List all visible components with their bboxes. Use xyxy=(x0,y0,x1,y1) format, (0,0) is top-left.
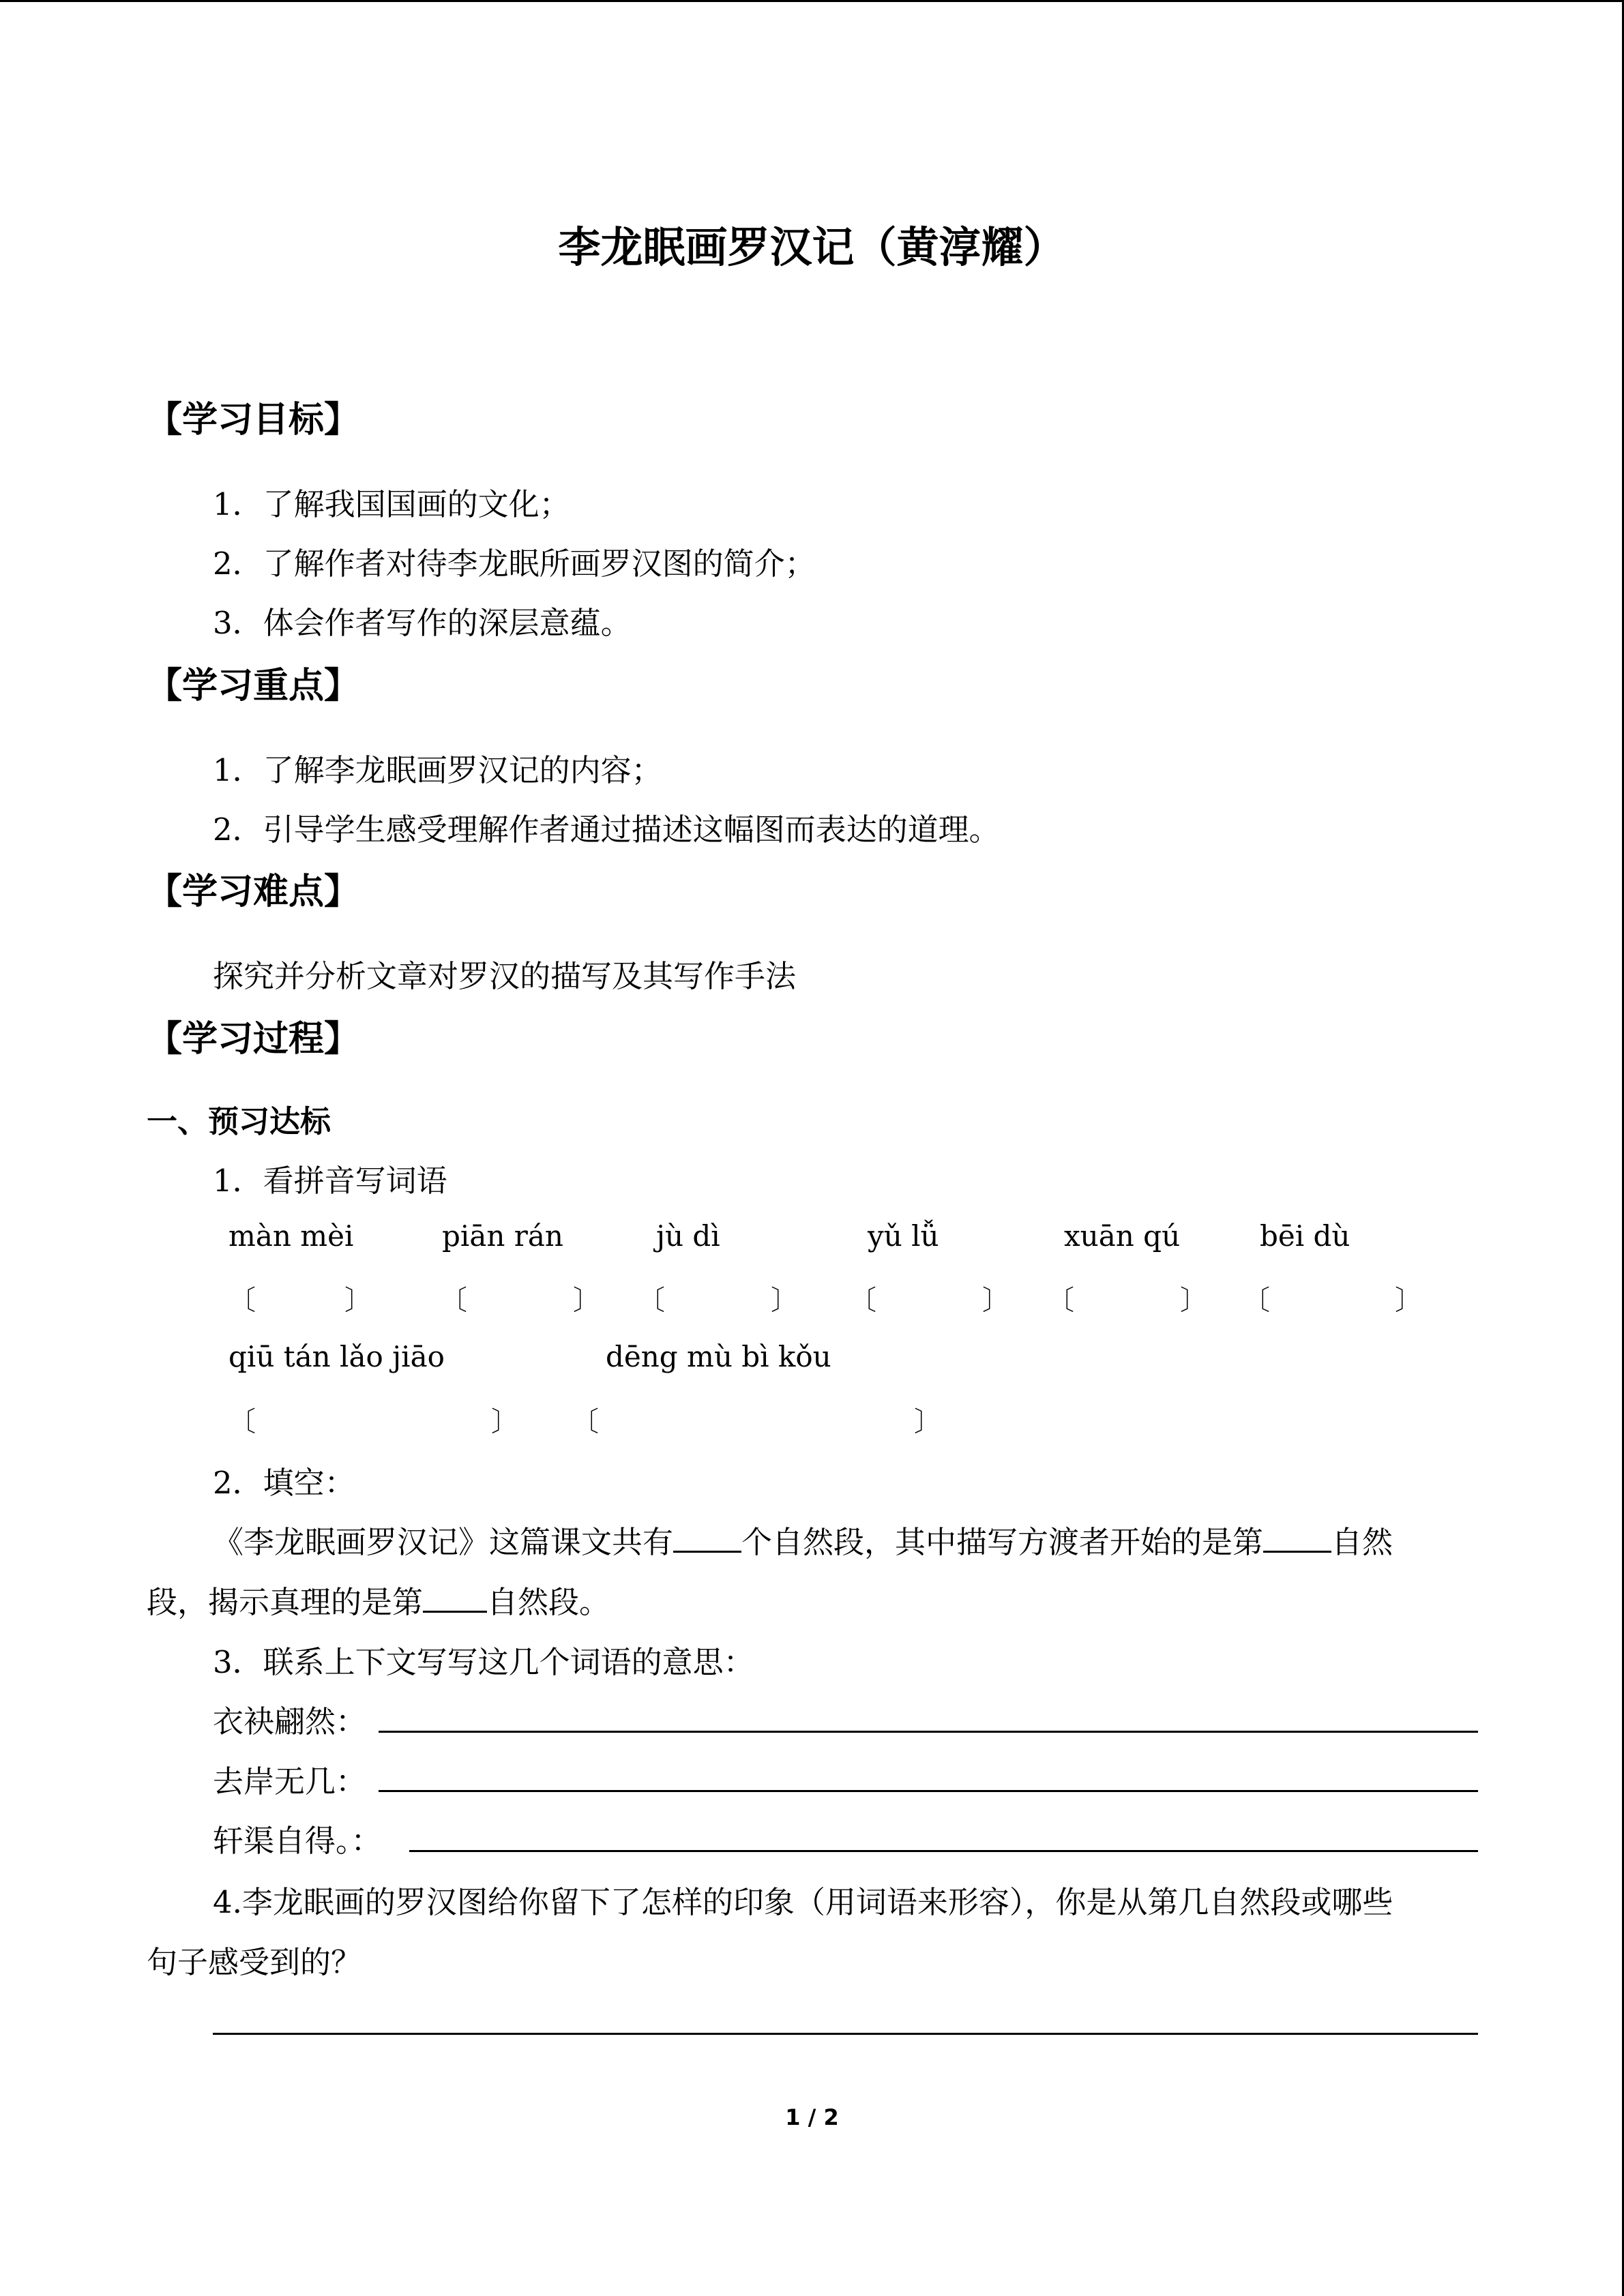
pinyin-word: bēi dù xyxy=(1260,1219,1350,1253)
answer-bracket-close: 〕 xyxy=(982,1285,1009,1316)
objective-item: 2．了解作者对待李龙眠所画罗汉图的简介； xyxy=(213,546,816,582)
pinyin-word: piān rán xyxy=(442,1219,563,1253)
answer-bracket-open: 〔 xyxy=(849,1285,876,1316)
q2-sentence-line2 xyxy=(147,1577,610,1622)
answer-bracket-close: 〕 xyxy=(573,1285,600,1316)
fill-blank[interactable] xyxy=(423,1581,487,1613)
key-point-item: 2．引导学生感受理解作者通过描述这幅图而表达的道理。 xyxy=(213,811,1000,848)
q4-text-line1: 4.李龙眠画的罗汉图给你留下了怎样的印象（用词语来形容），你是从第几自然段或哪些 xyxy=(213,1884,1393,1920)
q2-label: 2．填空： xyxy=(213,1465,355,1501)
difficulties-text: 探究并分析文章对罗汉的描写及其写作手法 xyxy=(213,958,797,994)
answer-bracket-open: 〔 xyxy=(228,1285,256,1316)
objective-item: 1．了解我国国画的文化； xyxy=(213,486,570,522)
pinyin-word: xuān qú xyxy=(1064,1219,1181,1253)
key-points-heading: 【学习重点】 xyxy=(147,666,360,706)
pinyin-word: jù dì xyxy=(656,1219,720,1253)
answer-line[interactable] xyxy=(213,2033,1478,2035)
q2-text: 《李龙眠画罗汉记》这篇课文共有 xyxy=(213,1524,674,1560)
answer-bracket-close: 〕 xyxy=(771,1285,798,1316)
answer-line[interactable] xyxy=(409,1850,1478,1852)
section-preview-heading: 一、预习达标 xyxy=(147,1103,331,1139)
process-heading: 【学习过程】 xyxy=(147,1019,360,1060)
q3-term: 轩渠自得。： xyxy=(213,1823,382,1859)
answer-bracket-close: 〕 xyxy=(1395,1285,1422,1316)
pinyin-word: màn mèi xyxy=(228,1219,354,1253)
q2-text: 自然段。 xyxy=(487,1584,610,1620)
answer-bracket-open: 〔 xyxy=(638,1285,665,1316)
q3-term: 衣袂翩然： xyxy=(213,1703,367,1740)
page-title: 李龙眠画罗汉记（黄淳耀） xyxy=(558,222,1066,272)
q2-text: 自然 xyxy=(1331,1524,1393,1560)
key-point-item: 1．了解李龙眠画罗汉记的内容； xyxy=(213,752,662,788)
q2-sentence-line1 xyxy=(213,1517,1393,1562)
answer-bracket-close: 〕 xyxy=(1180,1285,1207,1316)
fill-blank[interactable] xyxy=(673,1521,741,1553)
q2-text: 段，揭示真理的是第 xyxy=(147,1584,424,1620)
answer-bracket-close: 〕 xyxy=(914,1406,941,1437)
answer-bracket-close: 〕 xyxy=(491,1406,518,1437)
q3-term: 去岸无几： xyxy=(213,1763,367,1800)
q2-text: 个自然段，其中描写方渡者开始的是第 xyxy=(741,1524,1264,1560)
objectives-heading: 【学习目标】 xyxy=(147,400,360,441)
answer-line[interactable] xyxy=(379,1731,1478,1733)
objective-item: 3．体会作者写作的深层意蕴。 xyxy=(213,605,632,641)
q4-text-line2: 句子感受到的？ xyxy=(147,1944,362,1980)
pinyin-word: yǔ lǚ xyxy=(868,1219,939,1253)
answer-bracket-open: 〔 xyxy=(572,1406,599,1437)
pinyin-word: dēng mù bì kǒu xyxy=(606,1340,831,1373)
answer-bracket-open: 〔 xyxy=(440,1285,467,1316)
difficulties-heading: 【学习难点】 xyxy=(147,871,360,912)
q1-label: 1．看拼音写词语 xyxy=(213,1163,447,1199)
answer-bracket-open: 〔 xyxy=(1243,1285,1270,1316)
answer-line[interactable] xyxy=(379,1790,1478,1792)
answer-bracket-open: 〔 xyxy=(228,1406,256,1437)
answer-bracket-close: 〕 xyxy=(344,1285,372,1316)
fill-blank[interactable] xyxy=(1263,1521,1331,1553)
pinyin-word: qiū tán lǎo jiāo xyxy=(228,1340,445,1373)
page-number: 1 / 2 xyxy=(785,2104,839,2130)
answer-bracket-open: 〔 xyxy=(1047,1285,1074,1316)
q3-label: 3．联系上下文写写这几个词语的意思： xyxy=(213,1644,754,1680)
